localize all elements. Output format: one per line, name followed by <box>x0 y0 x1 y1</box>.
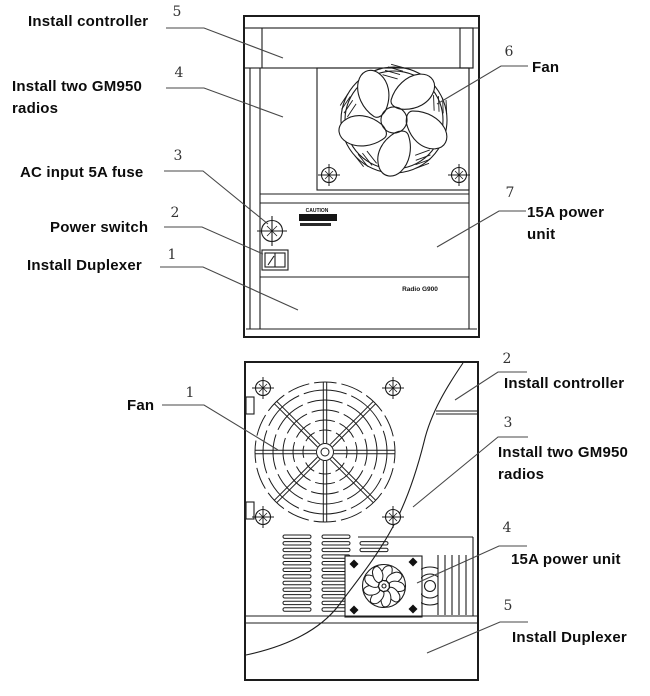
rear-callout-duplexer-label: Install Duplexer <box>512 629 627 646</box>
leader-rear-1 <box>162 405 278 450</box>
screw-icon <box>448 164 470 186</box>
screw-icon <box>382 377 404 399</box>
rear-fan-grille-icon <box>255 382 395 522</box>
rear-callout-radios-label: Install two GM950 radios <box>498 444 629 483</box>
front-callout-power-switch-label: Power switch <box>50 219 149 236</box>
front-callout-fuse-label: AC input 5A fuse <box>20 164 144 181</box>
leader-front-6 <box>437 66 528 104</box>
rear-callout-number-3: 3 <box>503 415 513 431</box>
front-callout-number-1: 1 <box>167 247 177 263</box>
caution-title: CAUTION <box>305 208 329 214</box>
rear-view-drawing <box>245 362 478 680</box>
leader-front-5 <box>166 28 283 58</box>
rear-callout-number-4: 4 <box>502 520 512 536</box>
rear-callout-power-unit-label: 15A power unit <box>511 551 621 568</box>
brand-print: Radio G900 <box>402 286 438 293</box>
rear-callout-fan-label: Fan <box>127 397 155 414</box>
power-switch-icon <box>262 250 288 270</box>
front-callout-fan-label: Fan <box>532 59 560 76</box>
hinge-icon <box>246 502 254 519</box>
rear-callout-number-1: 1 <box>185 385 195 401</box>
front-callout-number-7: 7 <box>505 185 515 201</box>
fuse-icon <box>257 216 287 246</box>
screw-icon <box>252 377 274 399</box>
leader-front-4 <box>166 88 283 117</box>
screw-icon <box>318 164 340 186</box>
leader-front-7 <box>437 211 526 247</box>
rear-callout-number-5: 5 <box>503 598 513 614</box>
rear-callout-controller-label: Install controller <box>504 375 625 392</box>
front-callout-number-5: 5 <box>172 4 182 20</box>
leader-front-1 <box>160 267 298 310</box>
front-view-drawing <box>244 16 479 337</box>
front-callout-number-2: 2 <box>170 205 180 221</box>
front-callout-number-4: 4 <box>174 65 184 81</box>
front-controller-shelf <box>244 28 473 68</box>
front-callout-radios-label: Install two GM950 radios <box>12 78 143 117</box>
front-callout-power-unit-label: 15A power unit <box>527 204 605 243</box>
front-callout-controller-label: Install controller <box>28 13 149 30</box>
screw-icon <box>252 506 274 528</box>
front-callout-number-6: 6 <box>504 44 514 60</box>
front-callout-number-3: 3 <box>173 148 183 164</box>
caution-label <box>299 208 337 226</box>
screw-icon <box>382 506 404 528</box>
rear-callout-number-2: 2 <box>502 351 512 367</box>
front-callout-duplexer-label: Install Duplexer <box>27 257 142 274</box>
hinge-icon <box>246 397 254 414</box>
